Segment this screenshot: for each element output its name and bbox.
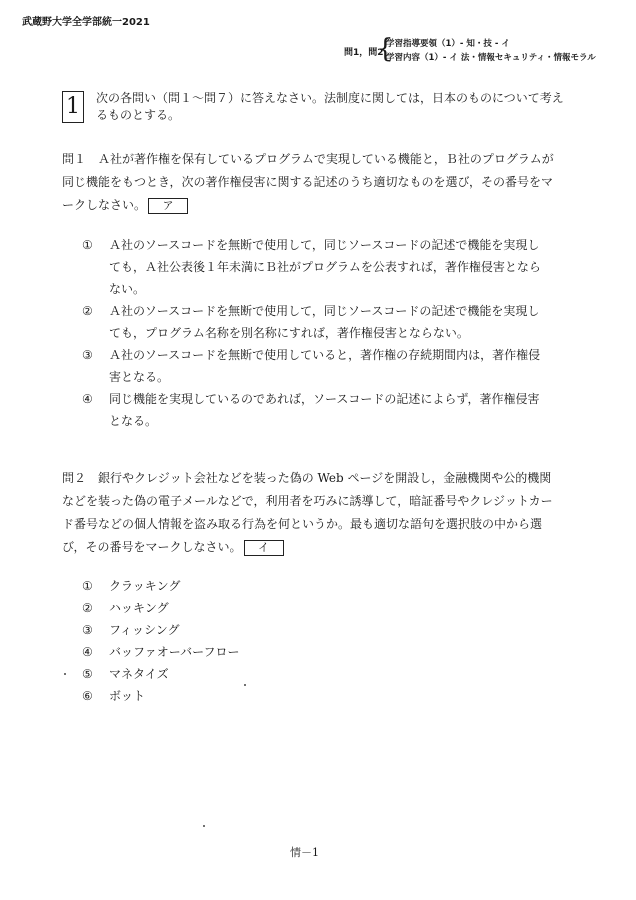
option-number: ① — [82, 579, 93, 593]
option-text: ハッキング — [109, 601, 169, 615]
option-text: マネタイズ — [109, 667, 169, 681]
option-number: ② — [82, 304, 93, 318]
question-2-label: 問２ — [62, 471, 87, 485]
question-1 — [62, 148, 562, 217]
option-number: ③ — [82, 348, 93, 362]
option-text: ボット — [109, 689, 146, 703]
question-1-text: Ａ社が著作権を保有しているプログラムで実現している機能と，Ｂ社のプログラムが同じ機能をもつとき，次の著作権侵害に関する記述のうち適切なものを選び，その番号をマークしなさい。 — [62, 152, 554, 212]
question-1-label: 問１ — [62, 152, 87, 166]
q1-option-1 — [82, 234, 542, 300]
option-number: ④ — [82, 392, 93, 406]
q2-option-6 — [82, 685, 382, 707]
q1-option-4 — [82, 388, 542, 432]
q2-option-5 — [82, 663, 382, 685]
option-number: ⑥ — [82, 689, 93, 703]
curriculum-line-1: 学習指導要領（1）- 知・技 - イ — [386, 39, 510, 49]
scan-speck — [244, 684, 246, 686]
option-number: ④ — [82, 645, 93, 659]
answer-box-a: ア — [148, 198, 188, 214]
option-number: ③ — [82, 623, 93, 637]
q2-option-4 — [82, 641, 382, 663]
curriculum-line-2: 学習内容（1）- イ 法・情報セキュリティ・情報モラル — [386, 53, 596, 63]
curriculum-brace: { — [377, 34, 394, 64]
option-text: Ａ社のソースコードを無断で使用して，同じソースコードの記述で機能を実現しても，プログラム名称を別名称にすれば，著作権侵害とならない。 — [109, 304, 540, 340]
question-2-text: 銀行やクレジット会社などを装った偽の Web ページを開設し，金融機関や公的機関などを装った偽の電子メールなどで，利用者を巧みに誘導して，暗証番号やクレジットカード番号などの個人情報を盗み取る行為を何というか。最も適切な語句を選択肢の中から選び，その番号をマークしなさい。 — [62, 471, 553, 554]
q1-option-2 — [82, 300, 542, 344]
option-text: クラッキング — [109, 579, 181, 593]
option-number: ② — [82, 601, 93, 615]
question-2 — [62, 467, 562, 559]
exam-title: 武蔵野大学全学部統一2021 — [22, 17, 150, 28]
option-number: ① — [82, 238, 93, 252]
page-number: 情－1 — [290, 846, 319, 859]
section-number-box: 1 — [62, 91, 84, 123]
q2-option-3 — [82, 619, 382, 641]
option-text: 同じ機能を実現しているのであれば，ソースコードの記述によらず，著作権侵害となる。 — [109, 392, 540, 428]
option-text: Ａ社のソースコードを無断で使用して，同じソースコードの記述で機能を実現しても，Ａ社公表後１年未満にＢ社がプログラムを公表すれば，著作権侵害とならない。 — [109, 238, 541, 296]
q2-option-1 — [82, 575, 382, 597]
q2-option-2 — [82, 597, 382, 619]
q1-option-3 — [82, 344, 542, 388]
scan-speck — [64, 673, 66, 675]
answer-box-i: イ — [244, 540, 284, 556]
option-text: バッファオーバーフロー — [109, 645, 240, 659]
option-text: フィッシング — [109, 623, 180, 637]
option-text: Ａ社のソースコードを無断で使用していると，著作権の存続期間内は，著作権侵害となる。 — [109, 348, 541, 384]
question-reference: 問1，問2 — [344, 48, 384, 58]
option-number: ⑤ — [82, 667, 93, 681]
section-intro: 次の各問い（問１～問７）に答えなさい。法制度に関しては，日本のものについて考えるものとする。 — [96, 91, 564, 122]
scan-speck — [203, 825, 205, 827]
curriculum-info — [386, 37, 596, 65]
